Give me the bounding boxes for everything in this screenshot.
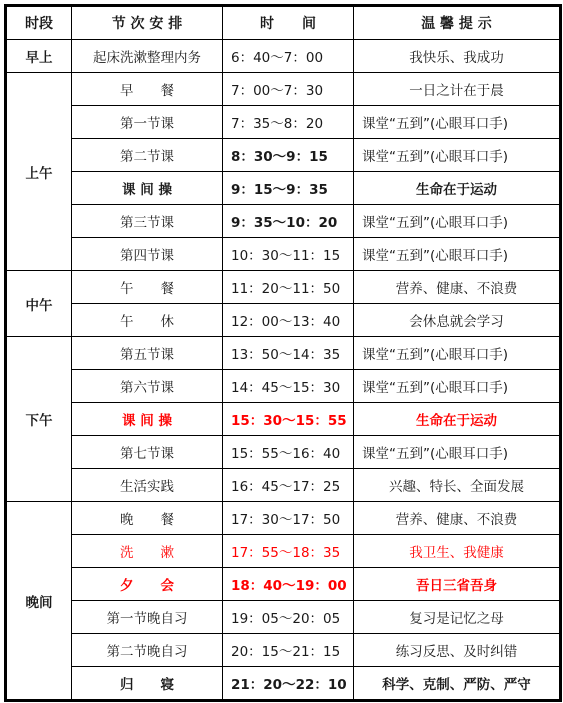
tip-cell: 兴趣、特长、全面发展 <box>354 469 561 502</box>
table-row <box>6 667 561 701</box>
item-cell: 第七节课 <box>72 436 223 469</box>
table-row <box>6 436 561 469</box>
period-cell: 下午 <box>6 337 72 502</box>
header-period: 时段 <box>6 6 72 40</box>
time-cell: 8：30～9：15 <box>223 139 354 172</box>
tip-cell: 一日之计在于晨 <box>354 73 561 106</box>
time-cell: 16：45～17：25 <box>223 469 354 502</box>
tip-cell: 营养、健康、不浪费 <box>354 502 561 535</box>
tip-cell: 课堂“五到”(心眼耳口手) <box>354 205 561 238</box>
time-cell: 12：00～13：40 <box>223 304 354 337</box>
time-cell: 21：20～22：10 <box>223 667 354 701</box>
item-cell: 晚 餐 <box>72 502 223 535</box>
table-row <box>6 106 561 139</box>
tip-cell: 复习是记忆之母 <box>354 601 561 634</box>
period-cell: 中午 <box>6 271 72 337</box>
time-cell: 20：15～21：15 <box>223 634 354 667</box>
table-row <box>6 634 561 667</box>
time-cell: 15：30～15：55 <box>223 403 354 436</box>
time-cell: 7：00～7：30 <box>223 73 354 106</box>
header-time: 时 间 <box>223 6 354 40</box>
schedule-body <box>6 40 561 701</box>
header-tip: 温 馨 提 示 <box>354 6 561 40</box>
item-cell: 第三节课 <box>72 205 223 238</box>
time-cell: 17：30～17：50 <box>223 502 354 535</box>
table-row <box>6 73 561 106</box>
tip-cell: 营养、健康、不浪费 <box>354 271 561 304</box>
item-cell: 夕 会 <box>72 568 223 601</box>
item-cell: 第一节课 <box>72 106 223 139</box>
header-row <box>6 6 561 40</box>
item-cell: 第六节课 <box>72 370 223 403</box>
item-cell: 第五节课 <box>72 337 223 370</box>
table-row <box>6 271 561 304</box>
time-cell: 10：30～11：15 <box>223 238 354 271</box>
item-cell: 归 寝 <box>72 667 223 701</box>
table-row <box>6 139 561 172</box>
time-cell: 7：35～8：20 <box>223 106 354 139</box>
tip-cell: 课堂“五到”(心眼耳口手) <box>354 139 561 172</box>
item-cell: 第二节课 <box>72 139 223 172</box>
schedule-table <box>4 4 562 702</box>
item-cell: 起床洗漱整理内务 <box>72 40 223 73</box>
tip-cell: 课堂“五到”(心眼耳口手) <box>354 106 561 139</box>
period-cell: 早上 <box>6 40 72 73</box>
tip-cell: 课堂“五到”(心眼耳口手) <box>354 436 561 469</box>
table-row <box>6 370 561 403</box>
table-row <box>6 469 561 502</box>
item-cell: 课 间 操 <box>72 403 223 436</box>
table-row <box>6 502 561 535</box>
item-cell: 午 休 <box>72 304 223 337</box>
item-cell: 早 餐 <box>72 73 223 106</box>
time-cell: 9：15～9：35 <box>223 172 354 205</box>
item-cell: 午 餐 <box>72 271 223 304</box>
time-cell: 6：40～7：00 <box>223 40 354 73</box>
tip-cell: 生命在于运动 <box>354 403 561 436</box>
table-row <box>6 205 561 238</box>
tip-cell: 课堂“五到”(心眼耳口手) <box>354 238 561 271</box>
tip-cell: 科学、克制、严防、严守 <box>354 667 561 701</box>
tip-cell: 我卫生、我健康 <box>354 535 561 568</box>
tip-cell: 会休息就会学习 <box>354 304 561 337</box>
table-row <box>6 238 561 271</box>
item-cell: 第一节晚自习 <box>72 601 223 634</box>
period-cell: 上午 <box>6 73 72 271</box>
table-row <box>6 568 561 601</box>
item-cell: 生活实践 <box>72 469 223 502</box>
time-cell: 13：50～14：35 <box>223 337 354 370</box>
time-cell: 14：45～15：30 <box>223 370 354 403</box>
table-row <box>6 535 561 568</box>
time-cell: 15：55～16：40 <box>223 436 354 469</box>
tip-cell: 吾日三省吾身 <box>354 568 561 601</box>
header-item: 节 次 安 排 <box>72 6 223 40</box>
time-cell: 17：55～18：35 <box>223 535 354 568</box>
time-cell: 9：35～10：20 <box>223 205 354 238</box>
table-row <box>6 304 561 337</box>
item-cell: 第四节课 <box>72 238 223 271</box>
item-cell: 第二节晚自习 <box>72 634 223 667</box>
tip-cell: 课堂“五到”(心眼耳口手) <box>354 337 561 370</box>
tip-cell: 生命在于运动 <box>354 172 561 205</box>
tip-cell: 课堂“五到”(心眼耳口手) <box>354 370 561 403</box>
table-row <box>6 601 561 634</box>
table-row <box>6 172 561 205</box>
period-cell: 晚间 <box>6 502 72 701</box>
time-cell: 19：05～20：05 <box>223 601 354 634</box>
tip-cell: 练习反思、及时纠错 <box>354 634 561 667</box>
time-cell: 11：20～11：50 <box>223 271 354 304</box>
table-row <box>6 337 561 370</box>
tip-cell: 我快乐、我成功 <box>354 40 561 73</box>
table-row <box>6 403 561 436</box>
item-cell: 洗 漱 <box>72 535 223 568</box>
table-row <box>6 40 561 73</box>
item-cell: 课 间 操 <box>72 172 223 205</box>
time-cell: 18：40～19：00 <box>223 568 354 601</box>
